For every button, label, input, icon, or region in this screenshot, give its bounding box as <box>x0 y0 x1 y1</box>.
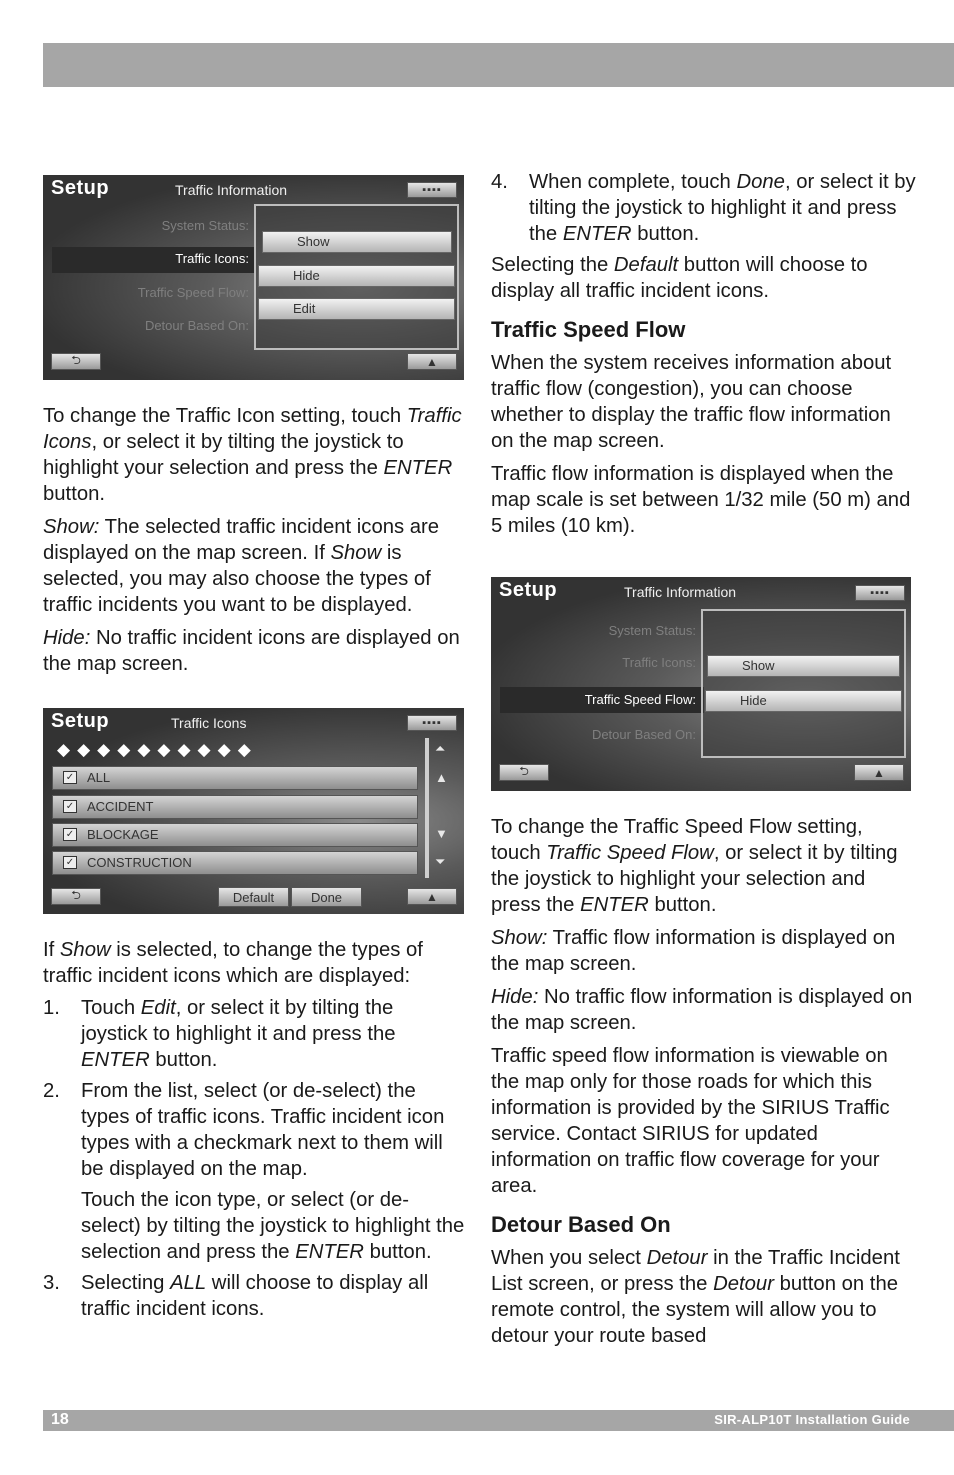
incident-type-icon[interactable]: ◆ <box>177 740 198 759</box>
incident-type-icon[interactable]: ◆ <box>217 740 238 759</box>
scroll-up-icon[interactable]: ▲ <box>435 770 448 785</box>
incident-icons-row <box>57 740 258 760</box>
category-accident-button[interactable]: ✓ ACCIDENT <box>52 795 418 819</box>
show-option-button[interactable]: Show <box>262 231 452 253</box>
incident-type-icon[interactable]: ◆ <box>97 740 118 759</box>
screen-title: Setup <box>51 710 110 732</box>
back-button[interactable]: ⮌ <box>499 764 549 781</box>
row-detour-based-on[interactable]: Detour Based On: <box>144 318 249 333</box>
list-item-3: 3. Selecting ALL will choose to display all traffic incident icons. <box>43 1272 429 1320</box>
row-traffic-icons[interactable]: Traffic Icons: <box>175 251 249 266</box>
paragraph-flow-show: Show: Traffic flow information is displayed on the map screen. <box>491 927 896 975</box>
options-popup <box>254 204 459 350</box>
traffic-icons-screen <box>43 708 464 914</box>
incident-type-icon[interactable]: ◆ <box>237 740 258 759</box>
category-construction-button[interactable]: ✓ CONSTRUCTION <box>52 851 418 875</box>
left-text-block-2 <box>43 937 465 1327</box>
paragraph-if-show: If Show is selected, to change the types of traffic incident icons which are displayed: <box>43 939 423 987</box>
paragraph-detour: When you select Detour in the Traffic Incident List screen, or press the Detour button on the remote control, the system will allow you to detour your route based <box>491 1247 900 1347</box>
checkmark-icon: ✓ <box>63 856 77 869</box>
menu-grid-icon[interactable]: ▪▪▪▪ <box>407 715 457 731</box>
show-option-button[interactable]: Show <box>707 655 900 677</box>
list-item-1: 1. Touch Edit, or select it by tilting the joystick to highlight it and press the ENTER button. <box>43 997 396 1071</box>
checkmark-icon: ✓ <box>63 771 77 784</box>
list-item-2-sub: Touch the icon type, or select (or de-select) by tilting the joystick to highlight the selection and press the ENTER button. <box>81 1189 465 1263</box>
menu-grid-icon[interactable]: ▪▪▪▪ <box>855 585 905 601</box>
incident-type-icon[interactable]: ◆ <box>77 740 98 759</box>
traffic-speed-flow-screen <box>491 577 911 791</box>
row-traffic-icons[interactable]: Traffic Icons: <box>622 655 696 670</box>
row-system-status[interactable]: System Status: <box>161 218 249 233</box>
checkmark-icon: ✓ <box>63 800 77 813</box>
hide-option-button[interactable]: Hide <box>258 265 455 287</box>
paragraph-flow-info: When the system receives information about traffic flow (congestion), you can choose whether to display the traffic flow information on the map screen. <box>491 352 892 452</box>
incident-type-icon[interactable]: ◆ <box>117 740 138 759</box>
paragraph-traffic-icon-setting: To change the Traffic Icon setting, touch Traffic Icons, or select it by tilting the joystick to highlight your selection and press the ENTER button. <box>43 405 462 505</box>
heading-detour-based-on: Detour Based On <box>491 1212 671 1237</box>
page-number: 18 <box>51 1411 69 1428</box>
footer-bar <box>43 1410 954 1431</box>
traffic-information-screen <box>43 175 464 380</box>
done-button[interactable]: Done <box>291 887 362 907</box>
edit-option-button[interactable]: Edit <box>258 298 455 320</box>
screen-title: Setup <box>51 177 110 199</box>
incident-type-icon[interactable]: ◆ <box>137 740 158 759</box>
page-up-icon[interactable]: ⏶ <box>435 741 446 756</box>
back-button[interactable]: ⮌ <box>51 888 101 905</box>
screen-subtitle: Traffic Icons <box>171 715 247 731</box>
row-traffic-speed-flow[interactable]: Traffic Speed Flow: <box>584 692 696 707</box>
right-text-block-1 <box>491 169 916 546</box>
checkmark-icon: ✓ <box>63 828 77 841</box>
paragraph-flow-hide: Hide: No traffic flow information is displayed on the map screen. <box>491 986 913 1034</box>
back-button[interactable]: ⮌ <box>51 353 101 370</box>
list-item-4: 4. When complete, touch Done, or select it by tilting the joystick to highlight it and press the ENTER button. <box>491 171 916 245</box>
paragraph-default: Selecting the Default button will choose to display all traffic incident icons. <box>491 254 868 302</box>
paragraph-map-scale: Traffic flow information is displayed when the map scale is set between 1/32 mile (50 m) and 5 miles (10 km). <box>491 463 911 537</box>
navigation-arrow-icon[interactable]: ▲ <box>407 888 457 905</box>
menu-grid-icon[interactable]: ▪▪▪▪ <box>407 182 457 198</box>
header-bar <box>43 43 954 87</box>
incident-type-icon[interactable]: ◆ <box>157 740 178 759</box>
row-traffic-speed-flow[interactable]: Traffic Speed Flow: <box>137 285 249 300</box>
screen-subtitle: Traffic Information <box>624 584 737 600</box>
category-all-button[interactable]: ✓ ALL <box>52 766 418 790</box>
category-blockage-button[interactable]: ✓ BLOCKAGE <box>52 823 418 847</box>
hide-option-button[interactable]: Hide <box>705 690 902 712</box>
scrollbar[interactable] <box>425 738 429 878</box>
row-detour-based-on[interactable]: Detour Based On: <box>591 727 696 742</box>
incident-type-icon[interactable]: ◆ <box>197 740 218 759</box>
default-button[interactable]: Default <box>218 887 289 907</box>
screen-subtitle: Traffic Information <box>175 182 288 198</box>
navigation-arrow-icon[interactable]: ▲ <box>854 764 904 781</box>
left-text-block-1 <box>43 403 465 684</box>
paragraph-show: Show: The selected traffic incident icons are displayed on the map screen. If Show is selected, you may also choose the types of traffic incidents you want to be displayed. <box>43 516 440 616</box>
list-item-2: 2. From the list, select (or de-select) the types of traffic icons. Traffic incident icon types with a checkmark next to them will be displayed on the map. <box>43 1080 445 1180</box>
paragraph-hide: Hide: No traffic incident icons are displayed on the map screen. <box>43 627 460 675</box>
options-popup <box>701 609 906 758</box>
page-down-icon[interactable]: ⏷ <box>435 854 446 869</box>
paragraph-speed-flow-setting: To change the Traffic Speed Flow setting, touch Traffic Speed Flow, or select it by tilting the joystick to highlight your selection and press the ENTER button. <box>491 816 898 916</box>
navigation-arrow-icon[interactable]: ▲ <box>407 353 457 370</box>
screen-title: Setup <box>499 579 558 601</box>
heading-traffic-speed-flow: Traffic Speed Flow <box>491 317 686 342</box>
paragraph-coverage: Traffic speed flow information is viewable on the map only for those roads for which this information is provided by the SIRIUS Traffic service. Contact SIRIUS for updated information on traffic flow coverage for your area. <box>491 1045 890 1197</box>
scroll-down-icon[interactable]: ▼ <box>435 826 448 841</box>
guide-title: SIR-ALP10T Installation Guide <box>714 1412 910 1427</box>
right-text-block-2 <box>491 814 916 1356</box>
row-system-status[interactable]: System Status: <box>608 623 696 638</box>
incident-type-icon[interactable]: ◆ <box>57 740 78 759</box>
